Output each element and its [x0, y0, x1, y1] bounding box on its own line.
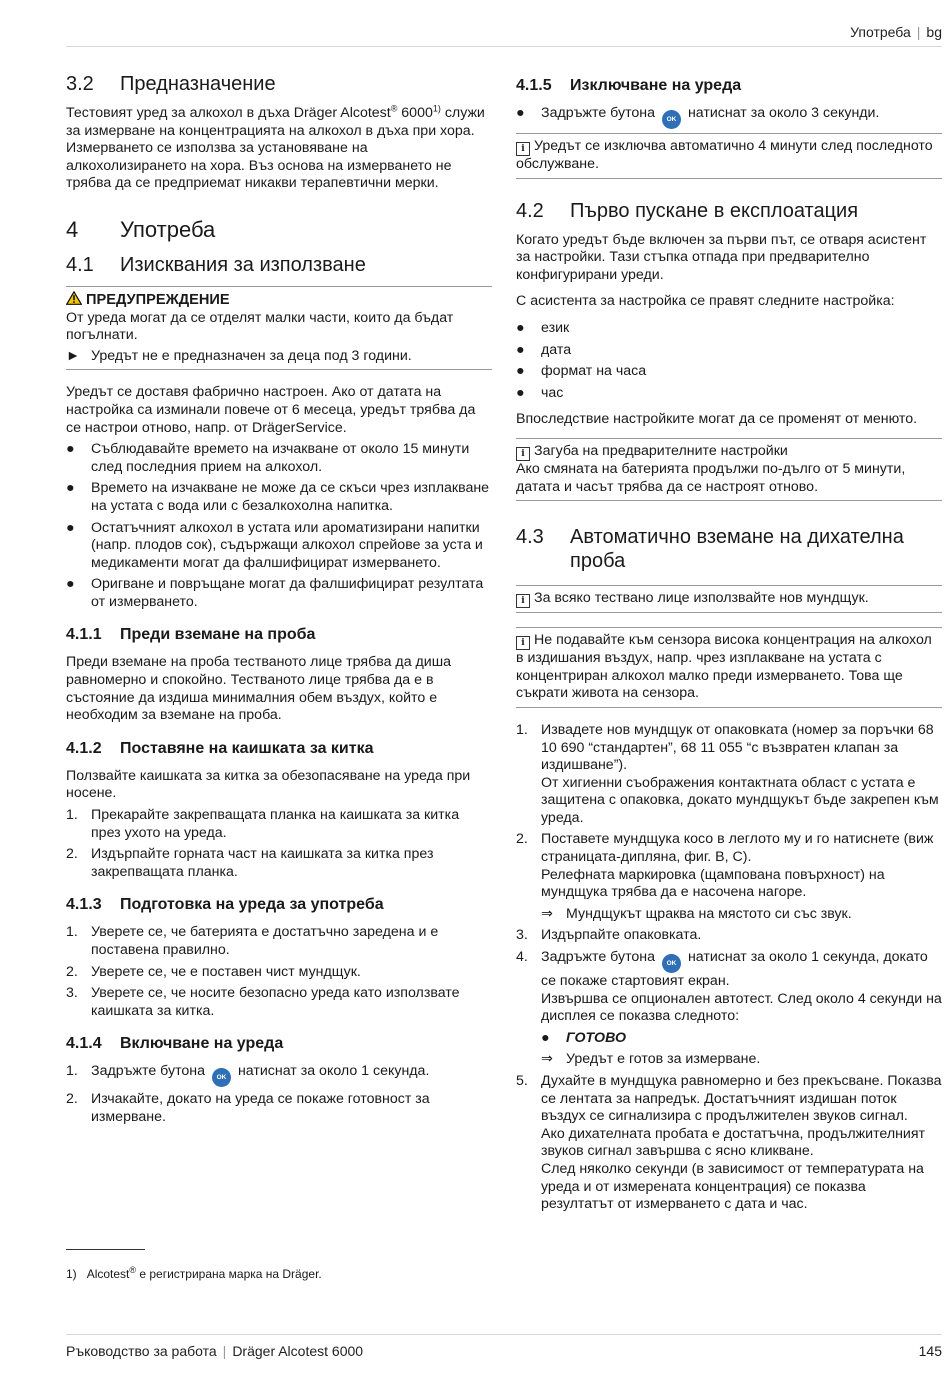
bullet-icon: ● [516, 384, 525, 401]
preparation-steps [66, 924, 492, 1020]
note-box [516, 133, 942, 179]
section-title: Първо пускане в експлоатация [570, 199, 859, 222]
list-item-text: език [541, 319, 570, 336]
list-item [516, 831, 942, 901]
arrow-icon: ► [66, 347, 81, 364]
list-item [66, 1091, 492, 1126]
footer-rule [66, 1334, 942, 1335]
step-text-a: Задръжте бутона [541, 949, 656, 966]
warning-title-row [66, 291, 492, 310]
step-text: Издърпайте опаковката. [541, 927, 702, 944]
list-item [516, 363, 942, 381]
list-item-text: Остатъчният алкохол в устата или ароматизирани напитки (напр. плодов сок), съдържащи алкохол спрейове за уста и медикаменти могат да фалшифицират измерването. [91, 519, 483, 571]
list-item [66, 576, 492, 611]
step-subtext: От хигиенни съображения контактната област с устата е защитена с опаковка, докато мундщукът бъде закрепен към уреда. [541, 774, 939, 826]
bullet-icon: ● [516, 363, 525, 380]
footnote-mark: 1) [66, 1267, 77, 1281]
list-item [516, 342, 942, 360]
note-text: За всяко тествано лице използвайте нов мундщук. [534, 590, 869, 607]
step-text: Духайте в мундщука равномерно и без прекъсване. Показва се лентата за напредък. Достатъчният издишан поток въздух се сигнализира с продължителен звуков сигнал. [541, 1073, 942, 1125]
section-number: 4.1.2 [66, 739, 102, 757]
step-subtext: Ако дихателната пробата е достатъчна, продължителният звуков сигнал завършва с ясно кликване. [541, 1125, 926, 1160]
step-number: 1. [516, 721, 528, 738]
switch-off-list [516, 105, 942, 129]
purpose-text-c: служи за измерване на концентрацията на алкохол в дъха при хора. Измерването се използва за установяване на алкохолизирането на хора. Въз основа на измерването не трябва да се предприемат никакви терапевтични мерки. [66, 105, 485, 192]
list-item-text: Съблюдавайте времето на изчакване от около 15 минути след последния прием на алкохол. [91, 441, 470, 475]
list-item [66, 807, 492, 842]
wrist-strap-paragraph: Ползвайте каишката за китка за обезопасяване на уреда при носене. [66, 767, 471, 802]
list-item [516, 105, 942, 129]
warning-box [66, 286, 492, 370]
list-item [66, 846, 492, 881]
purpose-text-a: Тестовият уред за алкохол в дъха Dräger Alcotest [66, 105, 391, 121]
page-number: 145 [918, 1343, 942, 1359]
list-item [516, 949, 942, 1026]
section-number: 4.3 [516, 526, 544, 549]
step-number: 5. [516, 1073, 528, 1089]
display-item [541, 1030, 942, 1048]
sampling-steps [516, 722, 942, 1214]
step-number: 1. [66, 924, 78, 941]
wrist-strap-steps [66, 807, 492, 881]
warning-title: ПРЕДУПРЕЖДЕНИЕ [86, 291, 230, 308]
right-column [516, 72, 942, 1223]
footer-product: Dräger Alcotest 6000 [232, 1343, 364, 1359]
section-title: Изключване на уреда [570, 77, 742, 94]
bullet-icon: ● [66, 519, 75, 536]
warning-triangle-icon [66, 291, 82, 305]
section-4-1-2-heading [66, 739, 492, 759]
section-title: Автоматично вземане на дихателна проба [570, 526, 904, 573]
footer [66, 1343, 363, 1361]
chapter-title: Употреба [120, 216, 216, 242]
before-sampling-paragraph: Преди вземане на проба тестваното лице трябва да диша равномерно и спокойно. Тестваното лице трябва да е в състояние да издиша минималния обем въздух, който е необходим за вземане на проба. [66, 654, 452, 724]
list-item [516, 927, 942, 945]
section-4-1-5-heading [516, 76, 942, 96]
footer-manual: Ръководство за работа [66, 1343, 217, 1359]
list-item-text: Уверете се, че батерията е достатъчно заредена и е поставена правилно. [91, 924, 439, 958]
info-icon: i [516, 594, 530, 608]
purpose-text-b: 6000 [397, 105, 433, 121]
note-box [516, 627, 942, 708]
step-text-a: Задръжте бутона [541, 105, 656, 121]
step-text-b: натиснат за около 3 секунди. [687, 105, 880, 121]
list-item-text: Уверете се, че е поставен чист мундщук. [91, 963, 361, 980]
list-item [66, 924, 492, 959]
bullet-icon: ● [66, 576, 75, 593]
list-item [66, 480, 492, 515]
note-text: Не подавайте към сензора висока концентрация на алкохол в издишания въздух, напр. чрез изплакване на устата с концентриран алкохол малко преди измерването. Това ще съкрати живота на сензора. [516, 632, 932, 702]
left-column [66, 72, 492, 1136]
running-header [850, 24, 942, 42]
info-icon: i [516, 142, 530, 156]
footnote-ref: 1) [432, 103, 441, 114]
step-text: Извадете нов мундщук от опаковката (номер за поръчки 68 10 690 “стандартен”, 68 11 055 “с възвратен клапан за издишване”). [541, 721, 934, 774]
list-item [66, 1063, 492, 1087]
list-item [516, 1073, 942, 1214]
result-item [541, 906, 942, 924]
step-number: 2. [66, 963, 78, 980]
section-4-1-1-heading [66, 625, 492, 645]
section-3-2-heading [66, 72, 492, 96]
list-item-text: Изчакайте, докато на уреда се покаже готовност за измерване. [91, 1091, 430, 1125]
warning-action-text: Уредът не е предназначен за деца под 3 години. [91, 347, 412, 364]
step-number: 2. [66, 1091, 78, 1108]
list-item [66, 520, 492, 573]
section-4-3-heading [516, 525, 942, 573]
section-number: 4.1 [66, 253, 94, 276]
step-number: 3. [66, 985, 78, 1002]
section-number: 4.1.4 [66, 1035, 102, 1053]
registered-mark: ® [129, 1265, 137, 1275]
list-item-text: формат на часа [541, 363, 647, 380]
list-item [516, 722, 942, 828]
footnote-text-a: Alcotest [86, 1267, 130, 1281]
step-number: 3. [516, 927, 528, 944]
step-text-a: Задръжте бутона [91, 1063, 206, 1080]
footnote-text-b: е регистрирана марка на Dräger. [136, 1267, 322, 1281]
first-use-paragraph: Когато уредът бъде включен за първи път, се отваря асистент за настройки. Тази стъпка отпада при предварително конфигурирани уреди. [516, 231, 927, 283]
section-title: Подготовка на уреда за употреба [120, 896, 384, 914]
step-number: 4. [516, 949, 528, 966]
list-item [66, 964, 492, 982]
list-item-text: Оригване и повръщане могат да фалшифицират резултата от измерването. [91, 576, 484, 610]
ok-button-icon: OK [662, 954, 681, 973]
registered-mark: ® [390, 103, 398, 114]
settings-menu-paragraph: Впоследствие настройките могат да се променят от менюто. [516, 411, 918, 428]
footer-separator: | [222, 1343, 227, 1359]
step-subtext: Релефната маркировка (щампована повърхност) на мундщука трябва да е насочена нагоре. [541, 866, 885, 901]
header-rule [66, 46, 942, 47]
note-text: Уредът се изключва автоматично 4 минути след последното обслужване. [516, 138, 933, 172]
info-icon: i [516, 447, 530, 461]
footnote [66, 1266, 322, 1284]
step-text-b: натиснат за около 1 секунда, докато се покаже стартовият екран. [541, 949, 928, 990]
section-title: Предназначение [120, 73, 276, 95]
section-number: 4.2 [516, 199, 544, 222]
chapter-4-heading [66, 217, 492, 243]
list-item-text: час [541, 384, 564, 401]
result-arrow-icon: ⇒ [541, 905, 553, 922]
step-number: 1. [66, 807, 78, 824]
list-item [516, 320, 942, 338]
bullet-icon: ● [66, 441, 75, 458]
section-title: Преди вземане на проба [120, 626, 316, 644]
result-arrow-icon: ⇒ [541, 1051, 553, 1068]
step-text-b: натиснат за около 1 секунда. [237, 1063, 430, 1080]
bullet-icon: ● [66, 480, 75, 497]
section-4-1-3-heading [66, 895, 492, 915]
list-item-text: Прекарайте закрепващата планка на каишката за китка през ухото на уреда. [91, 807, 460, 841]
purpose-paragraph [66, 105, 492, 193]
list-item-text: Уверете се, че носите безопасно уреда като използвате каишката за китка. [91, 985, 460, 1019]
chapter-number: 4 [66, 216, 79, 242]
section-title: Поставяне на каишката за китка [120, 739, 374, 757]
factory-setting-paragraph: Уредът се доставя фабрично настроен. Ако от датата на настройка са изминали повече от 6 месеца, уредът трябва да се настрои отново, напр. от DrägerService. [66, 384, 476, 436]
step-subtext: Извършва се опционален автотест. След около 4 секунди на дисплея се показва следното: [541, 990, 942, 1025]
section-number: 4.1.3 [66, 896, 102, 914]
display-text-ready: ГОТОВО [566, 1029, 626, 1046]
bullet-icon: ● [516, 105, 525, 121]
info-icon: i [516, 636, 530, 650]
step-subtext: След няколко секунди (в зависимост от температурата на уреда и от измерената концентрация) се показва резултатът от измерването с дата и час. [541, 1160, 924, 1213]
bullet-icon: ● [516, 341, 525, 358]
list-item-text: Издърпайте горната част на каишката за китка през закрепващата планка. [91, 846, 434, 880]
step-text: Поставете мундщука косо в леглото му и го натиснете (виж страницата-диплянa, фиг. B, C). [541, 831, 934, 866]
settings-intro: С асистента за настройка се правят следните настройка: [516, 293, 895, 310]
result-text: Мундщукът щраква на мястото си със звук. [566, 905, 852, 922]
list-item [516, 385, 942, 403]
note-title: Загуба на предварителните настройки [534, 442, 788, 459]
section-number: 3.2 [66, 73, 94, 95]
precaution-list [66, 441, 492, 611]
section-number: 4.1.5 [516, 77, 552, 94]
list-item [66, 985, 492, 1020]
bullet-icon: ● [516, 319, 525, 336]
list-item-text: дата [541, 341, 572, 358]
note-box [516, 438, 942, 501]
section-title: Включване на уреда [120, 1035, 284, 1053]
section-4-1-heading [66, 253, 492, 277]
note-text: Ако смяната на батерията продължи по-дълго от 5 минути, датата и часът трябва да се настроят отново. [516, 460, 906, 495]
list-item-text: Времето на изчакване не може да се скъси чрез изплакване на устата с вода или с безалкохолна напитка. [91, 480, 490, 514]
list-item [66, 441, 492, 476]
header-separator: | [916, 24, 921, 40]
warning-text: От уреда могат да се отделят малки части, които да бъдат погълнати. [66, 309, 454, 344]
step-number: 2. [66, 846, 78, 863]
section-4-2-heading [516, 199, 942, 223]
ok-button-icon: OK [662, 110, 681, 129]
note-box [516, 585, 942, 613]
bullet-icon: ● [541, 1029, 550, 1046]
section-number: 4.1.1 [66, 626, 102, 644]
step-number: 2. [516, 831, 528, 848]
switch-on-steps [66, 1063, 492, 1126]
step-number: 1. [66, 1063, 78, 1080]
result-text: Уредът е готов за измерване. [566, 1051, 761, 1068]
section-4-1-4-heading [66, 1034, 492, 1054]
settings-list [516, 320, 942, 402]
header-section: Употреба [850, 24, 911, 40]
footnote-rule [66, 1249, 145, 1250]
section-title: Изисквания за използване [120, 253, 366, 276]
warning-action [66, 348, 492, 366]
result-item [541, 1051, 942, 1069]
header-lang: bg [926, 24, 942, 40]
ok-button-icon: OK [212, 1068, 231, 1087]
